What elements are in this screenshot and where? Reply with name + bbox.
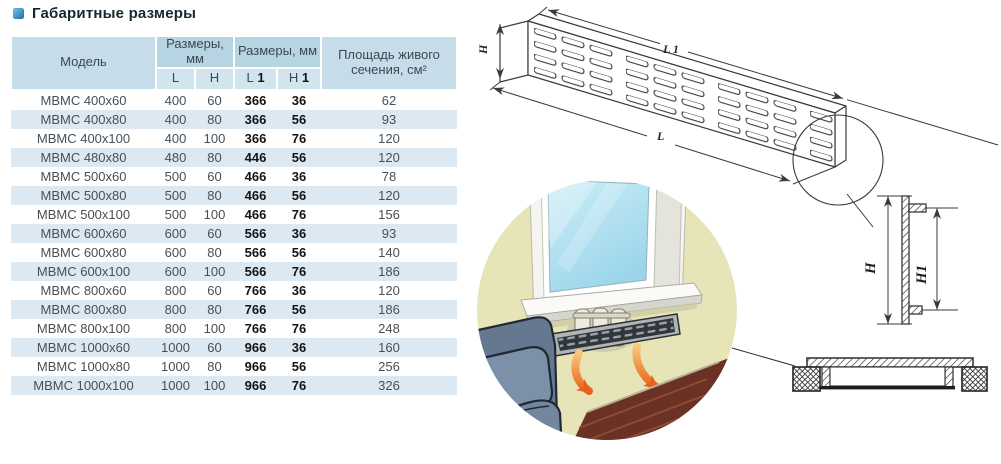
cell-area: 248 [378, 320, 400, 336]
cell-area: 78 [381, 168, 397, 184]
mounting-section-drawing [732, 348, 987, 391]
cell-l1: 766 [244, 301, 267, 317]
cell-h1: 56 [291, 111, 307, 127]
iso-dim-h-label: H [476, 44, 490, 54]
iso-dim-l1-label: L 1 [663, 42, 679, 56]
cell-h: 100 [203, 130, 226, 146]
table-body [11, 90, 457, 395]
table-row [11, 110, 457, 129]
cell-model: МВМС 400х60 [40, 92, 127, 108]
cell-l1: 766 [244, 282, 267, 298]
cell-h1: 56 [291, 244, 307, 260]
profile-section-drawing [863, 196, 958, 324]
col-header-l1: L 1 [234, 68, 277, 90]
cell-area: 256 [378, 358, 400, 374]
cell-area: 93 [381, 111, 397, 127]
cell-h1: 56 [291, 149, 307, 165]
cell-l: 1000 [161, 339, 190, 355]
cell-model: МВМС 500х60 [40, 168, 127, 184]
cell-h1: 76 [291, 377, 307, 393]
cell-h: 100 [203, 377, 226, 393]
cell-model: МВМС 800х100 [36, 320, 131, 336]
cell-h: 100 [203, 320, 226, 336]
cell-l: 800 [164, 301, 187, 317]
col-group-dims-l1h1: Размеры, мм [234, 36, 321, 68]
cell-l: 1000 [161, 358, 190, 374]
profile-dim-h-label: H [863, 262, 879, 274]
sofa [475, 317, 562, 462]
cell-h: 80 [207, 149, 222, 165]
table-row [11, 224, 457, 243]
cell-l: 1000 [161, 377, 190, 393]
table-row [11, 205, 457, 224]
cell-l: 600 [164, 244, 187, 260]
cell-area: 140 [378, 244, 400, 260]
table-row [11, 319, 457, 338]
table-row [11, 262, 457, 281]
cell-h: 60 [207, 168, 222, 184]
cell-model: МВМС 1000х80 [36, 358, 131, 374]
dimensions-table [10, 35, 458, 395]
cell-l: 600 [164, 263, 187, 279]
cell-area: 186 [378, 263, 400, 279]
cell-l1: 966 [244, 339, 267, 355]
cell-h1: 56 [291, 187, 307, 203]
col-header-area: Площадь живого сечения, см² [321, 36, 457, 90]
cell-area: 160 [378, 339, 400, 355]
cell-l1: 566 [244, 263, 267, 279]
table-row [11, 281, 457, 300]
cell-h: 80 [207, 111, 222, 127]
cell-l1: 366 [244, 92, 267, 108]
table-row [11, 186, 457, 205]
cell-h1: 36 [291, 92, 307, 108]
cell-h1: 76 [291, 263, 307, 279]
cell-l1: 566 [244, 244, 267, 260]
table-row [11, 148, 457, 167]
col-header-h1: H 1 [277, 68, 321, 90]
cell-h1: 56 [291, 301, 307, 317]
col-header-h: H [195, 68, 234, 90]
cell-l1: 766 [244, 320, 267, 336]
cell-h1: 76 [291, 206, 307, 222]
cell-l: 400 [164, 111, 187, 127]
cell-h: 60 [207, 225, 222, 241]
cell-l1: 466 [244, 168, 267, 184]
cell-area: 120 [378, 149, 400, 165]
cell-l1: 466 [244, 206, 267, 222]
cell-area: 120 [378, 130, 400, 146]
col-header-l: L [156, 68, 195, 90]
cell-model: МВМС 480х80 [40, 149, 127, 165]
table-row [11, 357, 457, 376]
cell-l1: 366 [244, 130, 267, 146]
cell-model: МВМС 800х60 [40, 282, 127, 298]
cell-h: 60 [207, 339, 222, 355]
cell-l: 500 [164, 187, 187, 203]
cell-area: 120 [378, 187, 400, 203]
cell-h1: 76 [291, 320, 307, 336]
table-row [11, 300, 457, 319]
cell-model: МВМС 1000х100 [33, 377, 134, 393]
cell-model: МВМС 600х60 [40, 225, 127, 241]
cell-l: 400 [164, 130, 187, 146]
cell-l1: 366 [244, 111, 267, 127]
cell-l: 800 [164, 282, 187, 298]
cell-l: 600 [164, 225, 187, 241]
technical-drawings [475, 0, 1001, 464]
cell-h: 80 [207, 301, 222, 317]
cell-model: МВМС 800х80 [40, 301, 127, 317]
cell-h: 60 [207, 92, 222, 108]
cell-l: 500 [164, 168, 187, 184]
cell-l1: 466 [244, 187, 267, 203]
cell-h1: 36 [291, 282, 307, 298]
cell-h1: 76 [291, 130, 307, 146]
table-row [11, 167, 457, 186]
cell-h1: 36 [291, 225, 307, 241]
cell-l1: 566 [244, 225, 267, 241]
cell-model: МВМС 600х80 [40, 244, 127, 260]
cell-area: 326 [378, 377, 400, 393]
cell-area: 186 [378, 301, 400, 317]
cell-h: 60 [207, 282, 222, 298]
cell-h1: 36 [291, 168, 307, 184]
cell-h: 80 [207, 358, 222, 374]
table-row [11, 90, 457, 110]
cell-model: МВМС 1000х60 [36, 339, 131, 355]
table-row [11, 129, 457, 148]
cell-area: 156 [378, 206, 400, 222]
cell-h: 80 [207, 187, 222, 203]
cell-model: МВМС 400х80 [40, 111, 127, 127]
installation-illustration [475, 166, 737, 462]
cell-l: 500 [164, 206, 187, 222]
cell-l: 800 [164, 320, 187, 336]
table-row [11, 243, 457, 262]
section-title-row [13, 5, 196, 22]
cell-h: 100 [203, 263, 226, 279]
cell-area: 62 [381, 92, 397, 108]
cell-model: МВМС 500х100 [36, 206, 131, 222]
table-header [11, 36, 457, 90]
cell-h1: 56 [291, 358, 307, 374]
cell-l1: 446 [244, 149, 267, 165]
section-title: Габаритные размеры [32, 5, 197, 22]
bullet-square-icon [13, 8, 24, 19]
cell-h1: 36 [291, 339, 307, 355]
cell-model: МВМС 400х100 [36, 130, 131, 146]
cell-model: МВМС 600х100 [36, 263, 131, 279]
cell-l1: 966 [244, 377, 267, 393]
cell-l: 400 [164, 92, 187, 108]
col-header-model: Модель [11, 36, 156, 90]
cell-l: 480 [164, 149, 187, 165]
table-row [11, 338, 457, 357]
cell-area: 120 [378, 282, 400, 298]
col-group-dims-lh: Размеры, мм [156, 36, 234, 68]
cell-h: 80 [207, 244, 222, 260]
cell-area: 93 [381, 225, 397, 241]
profile-dim-h1-label: H1 [914, 264, 930, 284]
iso-dim-l-label: L [657, 129, 665, 143]
cell-h: 100 [203, 206, 226, 222]
table-row [11, 376, 457, 395]
cell-model: МВМС 500х80 [40, 187, 127, 203]
cell-l1: 966 [244, 358, 267, 374]
